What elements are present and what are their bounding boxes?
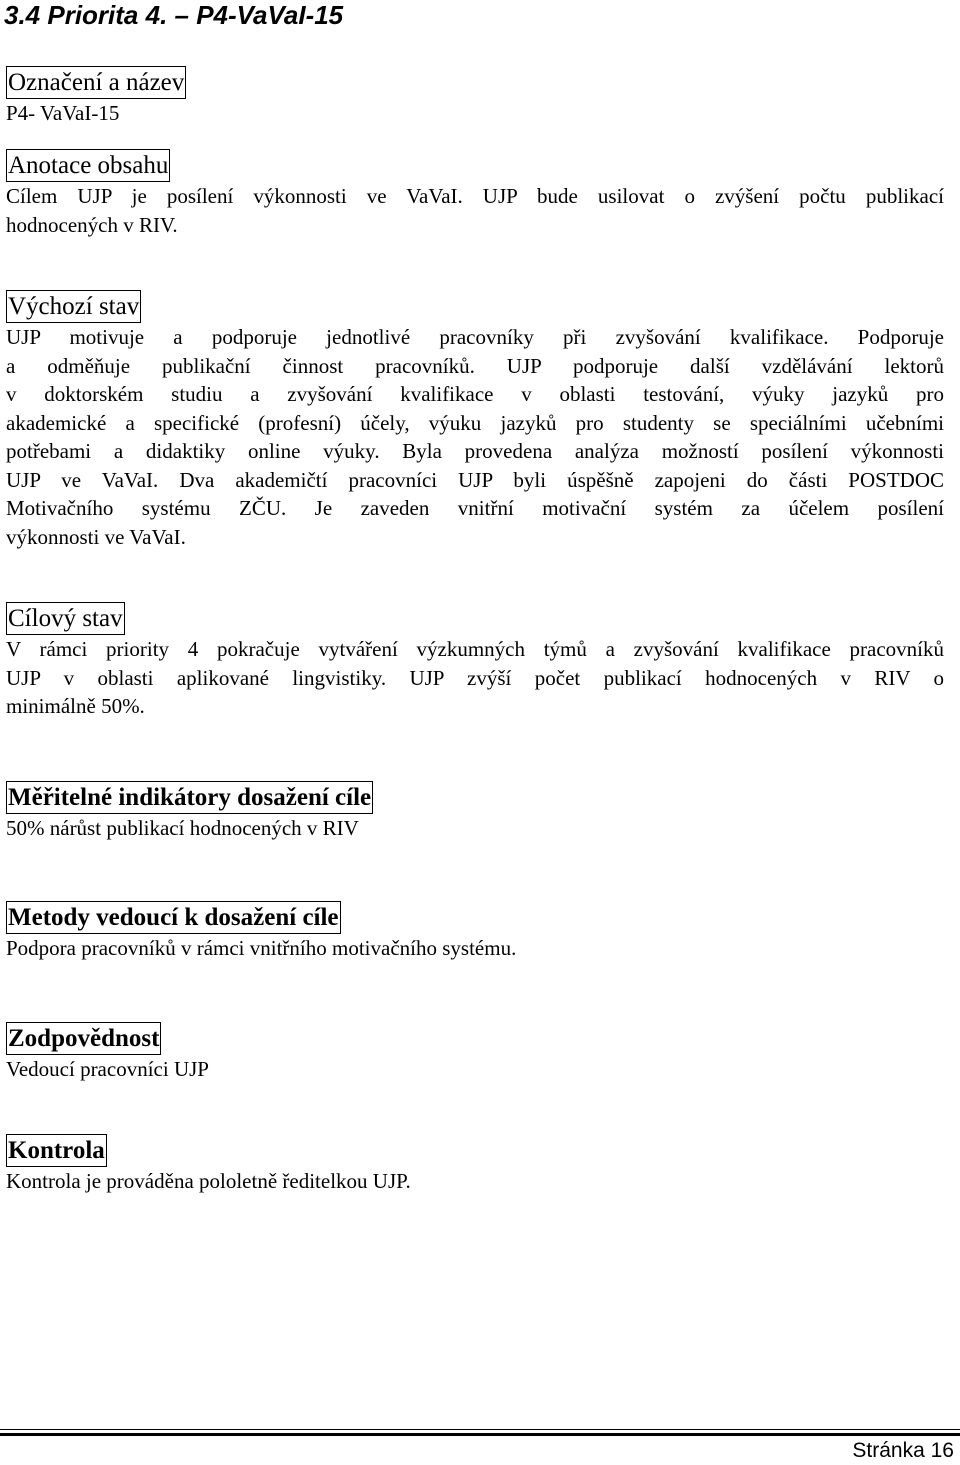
page-number: Stránka 16 [852, 1439, 954, 1462]
section-title-anotace: Anotace obsahu [6, 149, 170, 182]
section-title-meritelne: Měřitelné indikátory dosažení cíle [6, 781, 373, 814]
text-line: UJP ve VaVaI. Dva akademičtí pracovníci UJP byli úspěšně zapojeni do části POSTDOC [6, 467, 944, 492]
text-line: V rámci priority 4 pokračuje vytváření výzkumných týmů a zvyšování kvalifikace pracovníků [6, 637, 944, 661]
section-title-metody: Metody vedoucí k dosažení cíle [6, 901, 341, 934]
section-cilovy [6, 602, 944, 721]
section-body-vychozi [6, 323, 944, 551]
text-line: UJP v oblasti aplikované lingvistiky. UJP zvýší počet publikací hodnocených v RIV o [6, 665, 944, 690]
section-title-vychozi: Výchozí stav [6, 290, 141, 323]
section-title-kontrola: Kontrola [6, 1134, 107, 1167]
section-title-cilovy: Cílový stav [6, 602, 125, 635]
section-title-zodpovednost: Zodpovědnost [6, 1022, 161, 1055]
text-line: minimálně 50%. [6, 694, 145, 718]
footer-rule [0, 1429, 960, 1430]
text-line: hodnocených v RIV. [6, 212, 178, 237]
text-line: UJP motivuje a podporuje jednotlivé pracovníky při zvyšování kvalifikace. Podporuje [6, 325, 944, 349]
text-line: potřebami a didaktiky online výuky. Byla provedena analýza možností posílení výkonnosti [6, 439, 944, 463]
section-body-kontrola: Kontrola je prováděna pololetně ředitelkou UJP. [6, 1169, 411, 1193]
section-anotace [6, 149, 944, 239]
section-metody [6, 901, 944, 963]
section-oznaceni [6, 66, 944, 128]
section-zodpovednost [6, 1022, 944, 1084]
section-body-cilovy [6, 635, 944, 721]
footer-rule-thick [0, 1433, 960, 1436]
page-heading: 3.4 Priorita 4. – P4-VaVaI-15 [4, 0, 344, 30]
section-meritelne [6, 781, 944, 843]
text-line: a odměňuje publikační činnost pracovníků. UJP podporuje další vzdělávání lektorů [6, 353, 944, 378]
text-line: Motivačního systému ZČU. Je zaveden vnitřní motivační systém za účelem posílení [6, 496, 944, 520]
section-kontrola [6, 1134, 944, 1196]
text-line: Cílem UJP je posílení výkonnosti ve VaVaI. UJP bude usilovat o zvýšení počtu publikací [6, 184, 944, 208]
text-line: výkonnosti ve VaVaI. [6, 524, 186, 549]
section-title-oznaceni: Označení a název [6, 66, 186, 99]
section-vychozi [6, 290, 944, 551]
text-line: v doktorském studiu a zvyšování kvalifikace v oblasti testování, výuky jazyků pro [6, 382, 944, 406]
section-body-metody: Podpora pracovníků v rámci vnitřního motivačního systému. [6, 936, 517, 960]
section-body-oznaceni: P4- VaVaI-15 [6, 101, 120, 125]
section-body-meritelne: 50% nárůst publikací hodnocených v RIV [6, 816, 359, 840]
section-body-anotace [6, 182, 944, 239]
text-line: akademické a specifické (profesní) účely, výuku jazyků pro studenty se speciálními učebními [6, 410, 944, 435]
section-body-zodpovednost: Vedoucí pracovníci UJP [6, 1057, 209, 1081]
